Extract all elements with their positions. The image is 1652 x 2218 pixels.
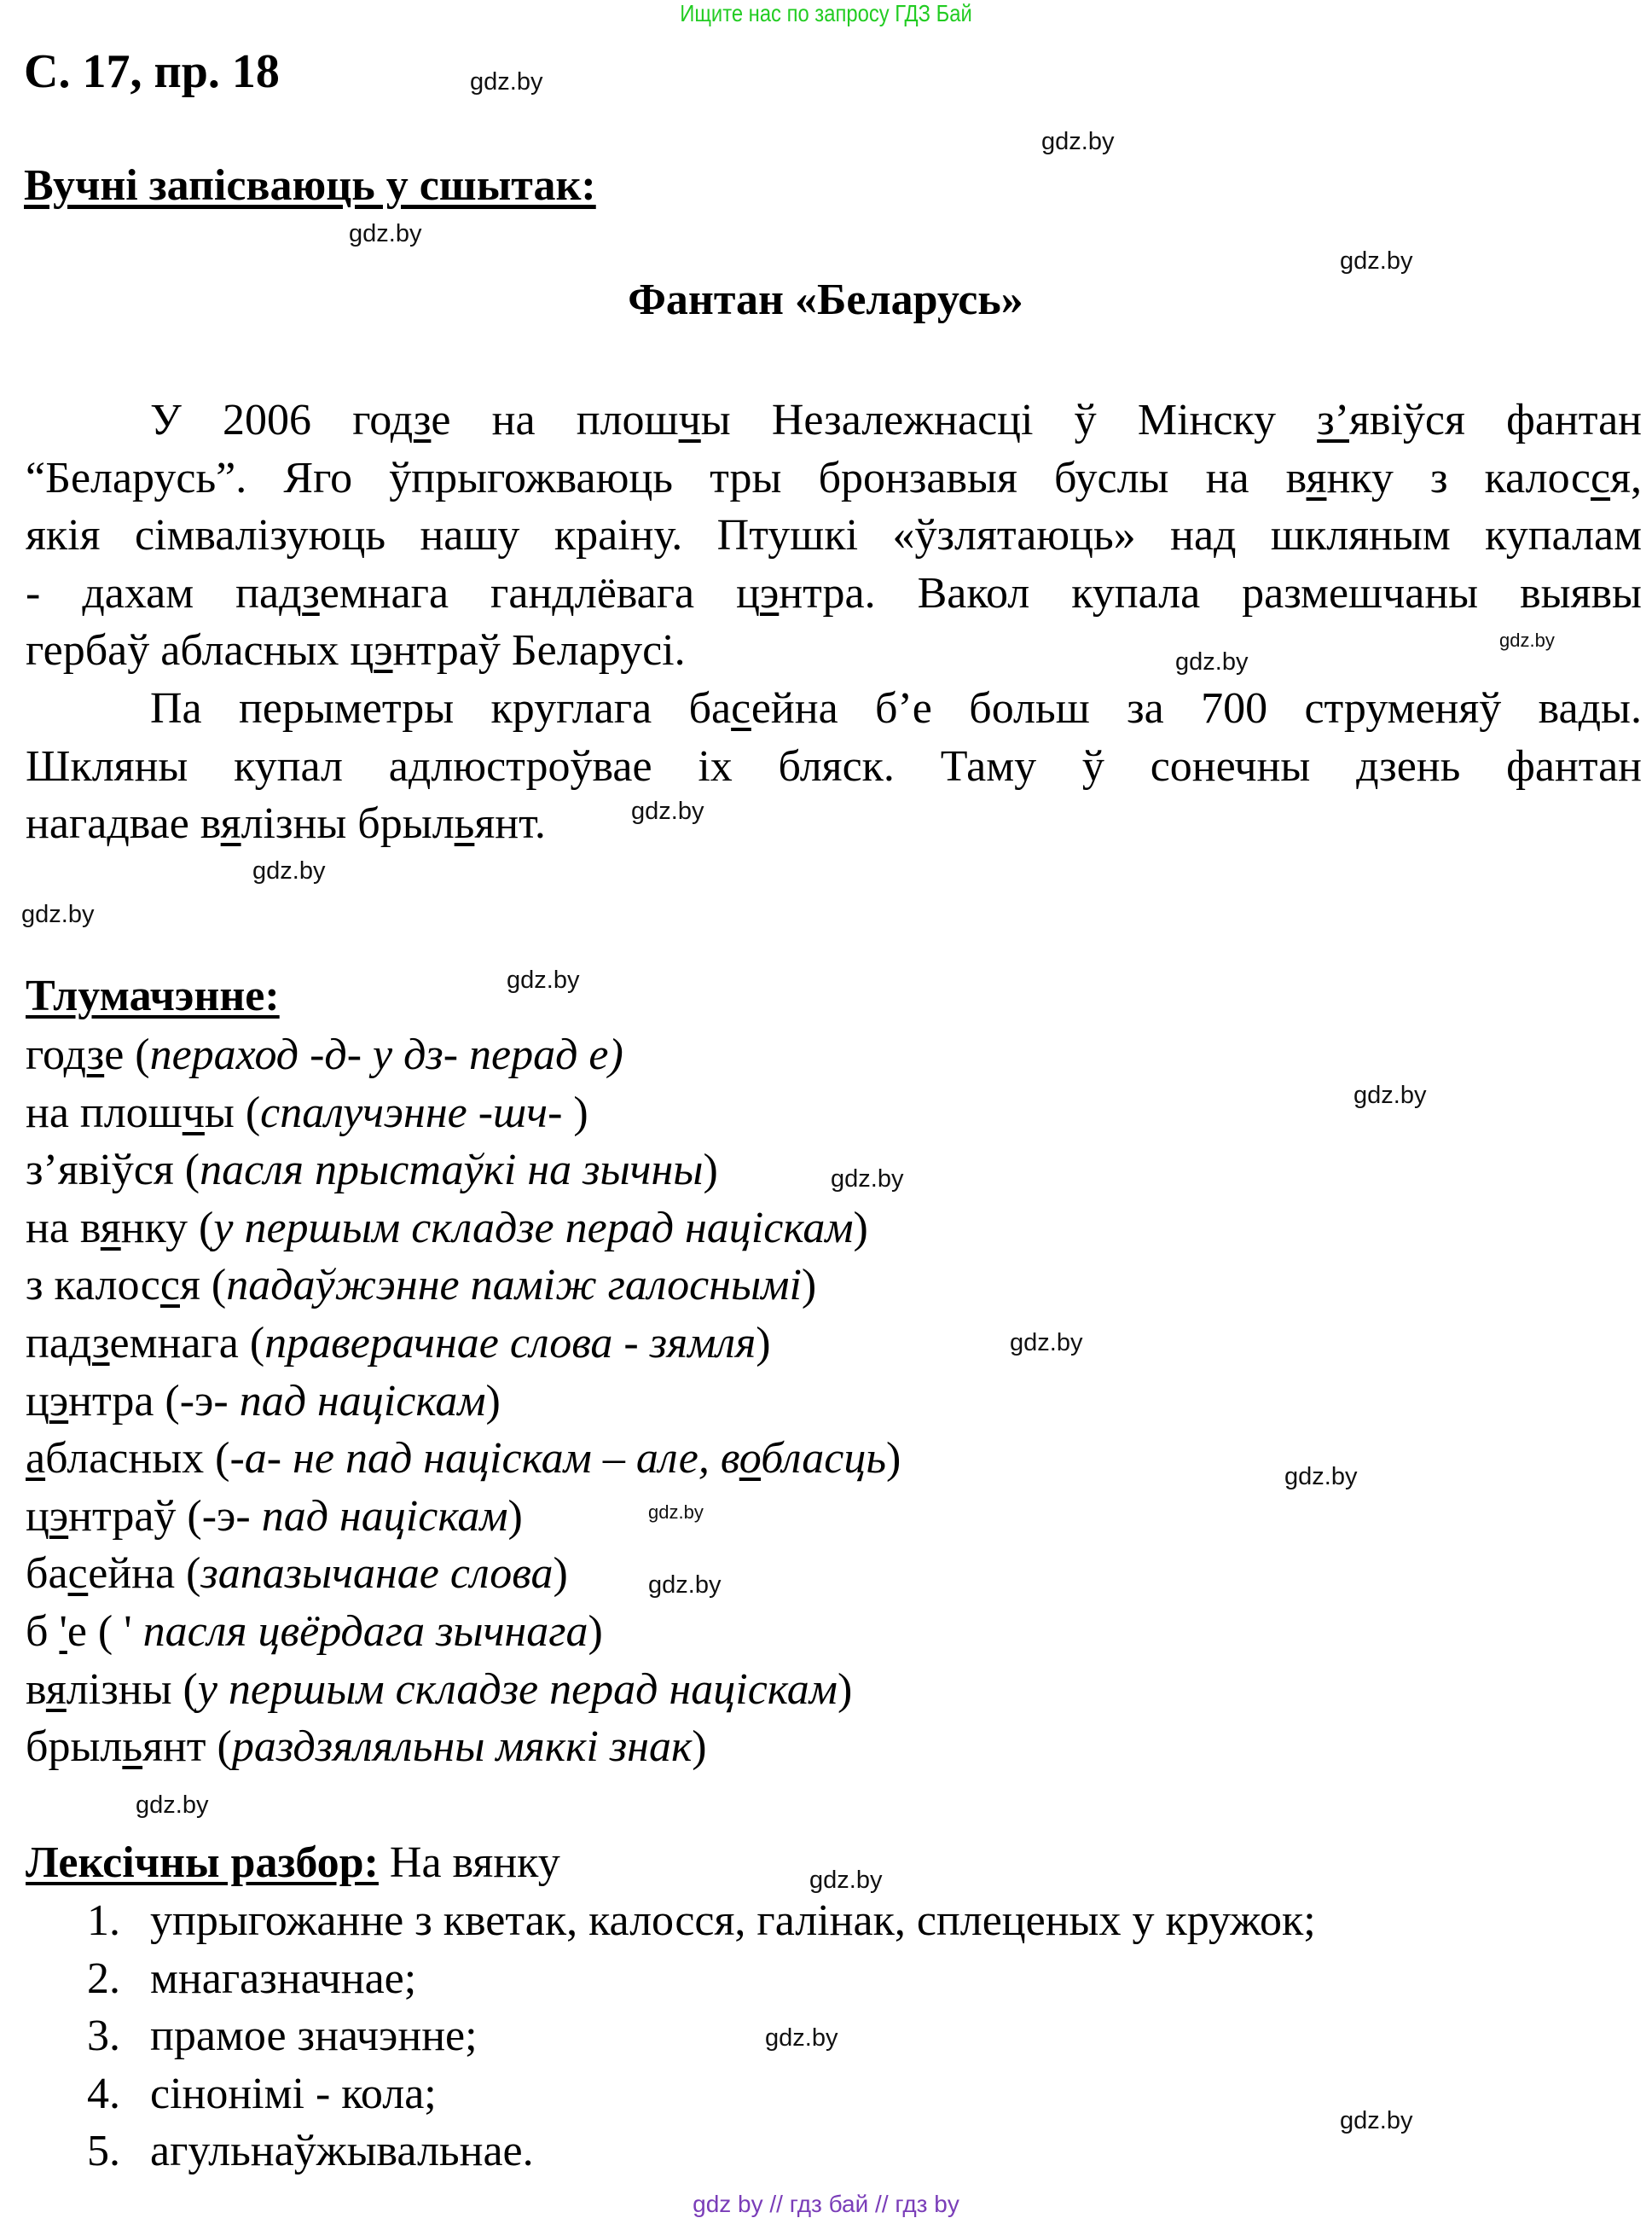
text-segment: янт.	[474, 799, 546, 849]
text-segment: '	[59, 1607, 67, 1656]
underlined-letter	[1591, 454, 1610, 502]
text-line	[26, 1315, 771, 1372]
text-segment: падаўжэнне паміж галоснымі	[226, 1261, 802, 1310]
text-segment: лізны брыл	[241, 799, 455, 849]
underlined-letter	[26, 1434, 45, 1483]
underlined-letter	[68, 1549, 89, 1598]
lexical-item	[87, 1892, 1316, 1949]
underlined-letter	[679, 396, 701, 444]
text-segment: я	[45, 1664, 67, 1714]
lexical-item	[87, 2122, 534, 2180]
text-segment: Шкляны купал адлюстроўвае іх бляск. Таму ў сонечны дзень фантан	[26, 741, 1642, 791]
underlined-letter	[1317, 396, 1349, 444]
text-line	[26, 1373, 501, 1430]
page-title: С. 17, пр. 18	[24, 45, 280, 98]
text-segment: з	[92, 1319, 110, 1367]
watermark-text: gdz.by	[765, 2024, 838, 2052]
text-segment: нку з калос	[1326, 453, 1591, 502]
underlined-letter	[87, 1031, 105, 1079]
text-line	[26, 795, 546, 852]
text-segment: явіўся фантан	[1349, 396, 1642, 444]
italic-segment	[200, 1549, 553, 1598]
watermark-text: gdz.by	[1284, 1463, 1358, 1490]
text-segment: нтраў (-э-	[68, 1491, 262, 1541]
text-segment: э	[49, 1491, 69, 1541]
lexical-item	[87, 1950, 416, 2007]
text-segment: я	[220, 799, 241, 849]
item-number: 3.	[87, 2012, 120, 2061]
text-segment: лізны (	[66, 1664, 198, 1714]
text-segment: брыл	[26, 1722, 123, 1772]
text-segment: емнага (	[109, 1319, 265, 1367]
text-segment: пад націскам	[239, 1376, 486, 1425]
text-segment: ы Незалежнасці ў Мінску	[700, 396, 1318, 444]
text-segment: з	[86, 1031, 105, 1079]
text-segment: а- не пад націскам	[244, 1434, 592, 1484]
item-text: сінонімі - кола;	[150, 2069, 437, 2118]
watermark-text: gdz.by	[136, 1791, 209, 1819]
text-segment: у першым складзе перад націскам	[197, 1664, 838, 1714]
text-segment: на плош	[26, 1088, 183, 1137]
text-segment: )	[801, 1261, 817, 1310]
underlined-letter	[414, 396, 432, 444]
text-segment: )	[553, 1549, 568, 1599]
text-segment: я,	[1610, 453, 1642, 502]
italic-segment	[636, 1434, 739, 1483]
italic-segment	[260, 1089, 573, 1137]
text-segment: з’явіўся (	[26, 1146, 200, 1195]
underlined-letter	[739, 1434, 761, 1483]
text-segment: пасля прыстаўкі на зычны	[200, 1146, 704, 1195]
text-line	[26, 1545, 568, 1602]
lexical-word: На вянку	[378, 1838, 560, 1887]
text-segment: е (	[104, 1031, 150, 1079]
text-segment: )	[703, 1146, 718, 1195]
italic-segment	[739, 1434, 761, 1483]
text-segment: пад	[26, 1319, 92, 1367]
text-line	[26, 450, 1642, 507]
underlined-letter	[92, 1319, 110, 1367]
text-line	[26, 738, 1642, 795]
text-segment: ы (	[204, 1088, 261, 1137]
text-segment: пасля цвёрдага зычнага	[142, 1607, 588, 1656]
text-segment: ейна б’е больш за 700 струменяў вады.	[751, 684, 1642, 733]
watermark-text: gdz.by	[1499, 630, 1555, 651]
text-segment: ц	[26, 1491, 49, 1541]
text-segment: в	[26, 1664, 46, 1714]
watermark-text: gdz.by	[809, 1867, 883, 1894]
item-number: 5.	[87, 2127, 120, 2176]
text-line	[26, 1257, 816, 1314]
text-segment: я	[100, 1203, 121, 1252]
text-segment: б	[26, 1607, 60, 1656]
text-segment: )	[692, 1722, 707, 1772]
watermark-text: gdz.by	[1353, 1082, 1427, 1109]
italic-segment	[150, 1031, 623, 1079]
underlined-letter	[731, 684, 751, 733]
watermark-text: gdz.by	[507, 967, 580, 994]
text-segment: на в	[26, 1203, 101, 1252]
text-line	[26, 1430, 901, 1487]
text-segment: –	[591, 1434, 636, 1484]
text-line	[26, 1488, 523, 1545]
text-segment: з’	[1317, 396, 1350, 444]
text-segment: бласных (-	[45, 1434, 245, 1484]
text-segment: Па перыметры круглага ба	[150, 684, 732, 733]
text-segment: о	[739, 1434, 762, 1484]
text-segment: ба	[26, 1549, 68, 1599]
text-line	[26, 565, 1642, 622]
underlined-letter	[302, 569, 320, 618]
underlined-letter	[59, 1607, 67, 1656]
text-segment: а	[26, 1434, 46, 1484]
text-segment: год	[26, 1031, 87, 1079]
watermark-text: gdz.by	[1175, 648, 1249, 676]
section-heading: Вучні запісваюць у сшытак:	[24, 161, 596, 210]
watermark-text: gdz.by	[21, 901, 95, 928]
text-line	[26, 1084, 588, 1141]
text-line	[26, 392, 1642, 449]
text-segment: )	[853, 1203, 868, 1252]
italic-segment	[198, 1665, 838, 1714]
text-segment: у першым складзе перад націскам	[213, 1203, 854, 1252]
lexical-header: Лексічны разбор:	[26, 1838, 379, 1887]
underlined-letter	[160, 1261, 180, 1309]
text-segment: “Беларусь”. Яго ўпрыгожваюць тры бронзавыя буслы на в	[26, 453, 1307, 502]
item-text: упрыгожанне з кветак, калосся, галінак, сплеценых у кружок;	[150, 1896, 1316, 1945]
italic-segment	[232, 1722, 692, 1771]
text-title: Фантан «Беларусь»	[628, 276, 1023, 324]
text-segment: )	[886, 1434, 901, 1484]
explanation-header: Тлумачэнне:	[26, 972, 280, 1020]
lexical-item	[87, 2065, 437, 2122]
lexical-header-line	[26, 1834, 560, 1891]
text-segment: нтраў Беларусі.	[392, 626, 686, 676]
underlined-letter	[221, 799, 241, 848]
text-segment: ь	[454, 799, 475, 849]
italic-segment	[245, 1434, 592, 1483]
text-segment: ц	[26, 1376, 49, 1425]
text-segment: с	[1590, 453, 1611, 502]
text-segment: емнага гандлёвага ц	[319, 568, 760, 618]
text-segment: янт (	[142, 1722, 232, 1772]
text-segment: з	[302, 568, 320, 618]
item-number: 2.	[87, 1954, 120, 2003]
underlined-letter	[374, 626, 392, 675]
text-segment: ч	[678, 396, 701, 444]
text-segment: э	[759, 568, 780, 618]
text-segment: с	[67, 1549, 89, 1599]
underlined-letter	[101, 1204, 121, 1252]
text-segment: ь	[122, 1722, 143, 1772]
text-segment: бласць	[761, 1434, 886, 1484]
text-segment: У 2006 год	[150, 396, 414, 444]
text-segment: нагадвае в	[26, 799, 221, 849]
item-text: агульнаўжывальнае.	[150, 2127, 534, 2176]
italic-segment	[143, 1607, 588, 1656]
footer-links[interactable]: gdz by // гдз бай // гдз by	[693, 2191, 959, 2217]
watermark-text: gdz.by	[831, 1165, 904, 1193]
text-segment: е на плош	[431, 396, 679, 444]
text-segment: праверачнае слова - зямля	[264, 1319, 756, 1367]
text-segment: )	[838, 1664, 853, 1714]
italic-segment	[262, 1492, 508, 1541]
text-line	[26, 1141, 718, 1199]
watermark-text: gdz.by	[470, 68, 543, 96]
text-segment: )	[756, 1319, 771, 1367]
underlined-letter	[49, 1377, 68, 1425]
watermark-text: gdz.by	[648, 1571, 722, 1599]
text-line	[26, 1718, 707, 1775]
text-segment: я	[1306, 453, 1327, 502]
italic-segment	[240, 1377, 486, 1425]
text-segment: гербаў абласных ц	[26, 626, 374, 676]
text-segment: ейна (	[88, 1549, 201, 1599]
watermark-text: gdz.by	[631, 798, 704, 825]
lexical-item	[87, 2007, 478, 2064]
text-line	[26, 1199, 868, 1257]
text-segment: э	[374, 626, 393, 676]
italic-segment	[226, 1261, 802, 1309]
search-banner: Ищите нас по запросу ГДЗ Бай	[680, 0, 972, 26]
text-segment: э	[49, 1376, 69, 1425]
watermark-text: gdz.by	[648, 1501, 704, 1523]
text-segment: раздзяляльны мяккі знак	[231, 1722, 693, 1772]
watermark-text: gdz.by	[1010, 1329, 1083, 1356]
item-number: 1.	[87, 1896, 120, 1945]
text-segment: пераход -д- у дз- перад е)	[149, 1031, 623, 1079]
underlined-letter	[122, 1722, 142, 1771]
text-segment: нтра (-э-	[68, 1376, 240, 1425]
text-line	[26, 507, 1642, 564]
text-segment: нку (	[120, 1203, 214, 1252]
text-segment: але, в	[635, 1434, 739, 1484]
item-number: 4.	[87, 2069, 120, 2118]
text-segment: якія сімвалізуюць нашу краіну. Птушкі «ўзлятаюць» над шкляным купалам	[26, 511, 1642, 560]
text-segment: е ( '	[67, 1607, 143, 1656]
text-segment: я (	[179, 1261, 227, 1310]
watermark-text: gdz.by	[349, 220, 422, 247]
watermark-text: gdz.by	[1041, 128, 1115, 155]
text-segment: запазычанае слова	[200, 1549, 554, 1599]
text-segment: пад націскам	[261, 1491, 508, 1541]
underlined-letter	[46, 1665, 67, 1714]
text-line	[26, 1026, 623, 1083]
italic-segment	[761, 1434, 886, 1483]
text-segment: з калос	[26, 1261, 160, 1310]
text-segment: с	[159, 1261, 180, 1310]
underlined-letter	[49, 1492, 68, 1541]
text-line	[26, 1603, 603, 1660]
underlined-letter	[455, 799, 475, 848]
underlined-letter	[760, 569, 779, 618]
text-segment: нтра. Вакол купала размешчаны выявы	[779, 568, 1642, 618]
italic-segment	[200, 1146, 703, 1194]
explanation-header-line	[26, 967, 280, 1025]
text-line	[26, 622, 686, 679]
italic-segment	[264, 1319, 756, 1367]
text-segment: )	[573, 1088, 588, 1137]
underlined-letter	[1307, 454, 1327, 502]
item-text: прамое значэнне;	[150, 2012, 478, 2061]
text-segment: с	[731, 684, 751, 733]
text-segment: )	[507, 1491, 523, 1541]
watermark-text: gdz.by	[1340, 2107, 1413, 2134]
underlined-letter	[183, 1089, 205, 1137]
text-segment: )	[485, 1376, 501, 1425]
item-text: мнагазначнае;	[150, 1954, 417, 2003]
text-line	[26, 1661, 852, 1718]
text-segment: ч	[182, 1088, 205, 1137]
text-segment: спалучэнне -шч-	[260, 1088, 574, 1137]
watermark-text: gdz.by	[1340, 247, 1413, 275]
text-segment: - дахам пад	[26, 568, 303, 618]
text-line	[26, 680, 1642, 737]
text-segment: )	[588, 1607, 603, 1656]
watermark-text: gdz.by	[252, 857, 326, 885]
italic-segment	[213, 1204, 853, 1252]
text-segment: з	[413, 396, 432, 444]
